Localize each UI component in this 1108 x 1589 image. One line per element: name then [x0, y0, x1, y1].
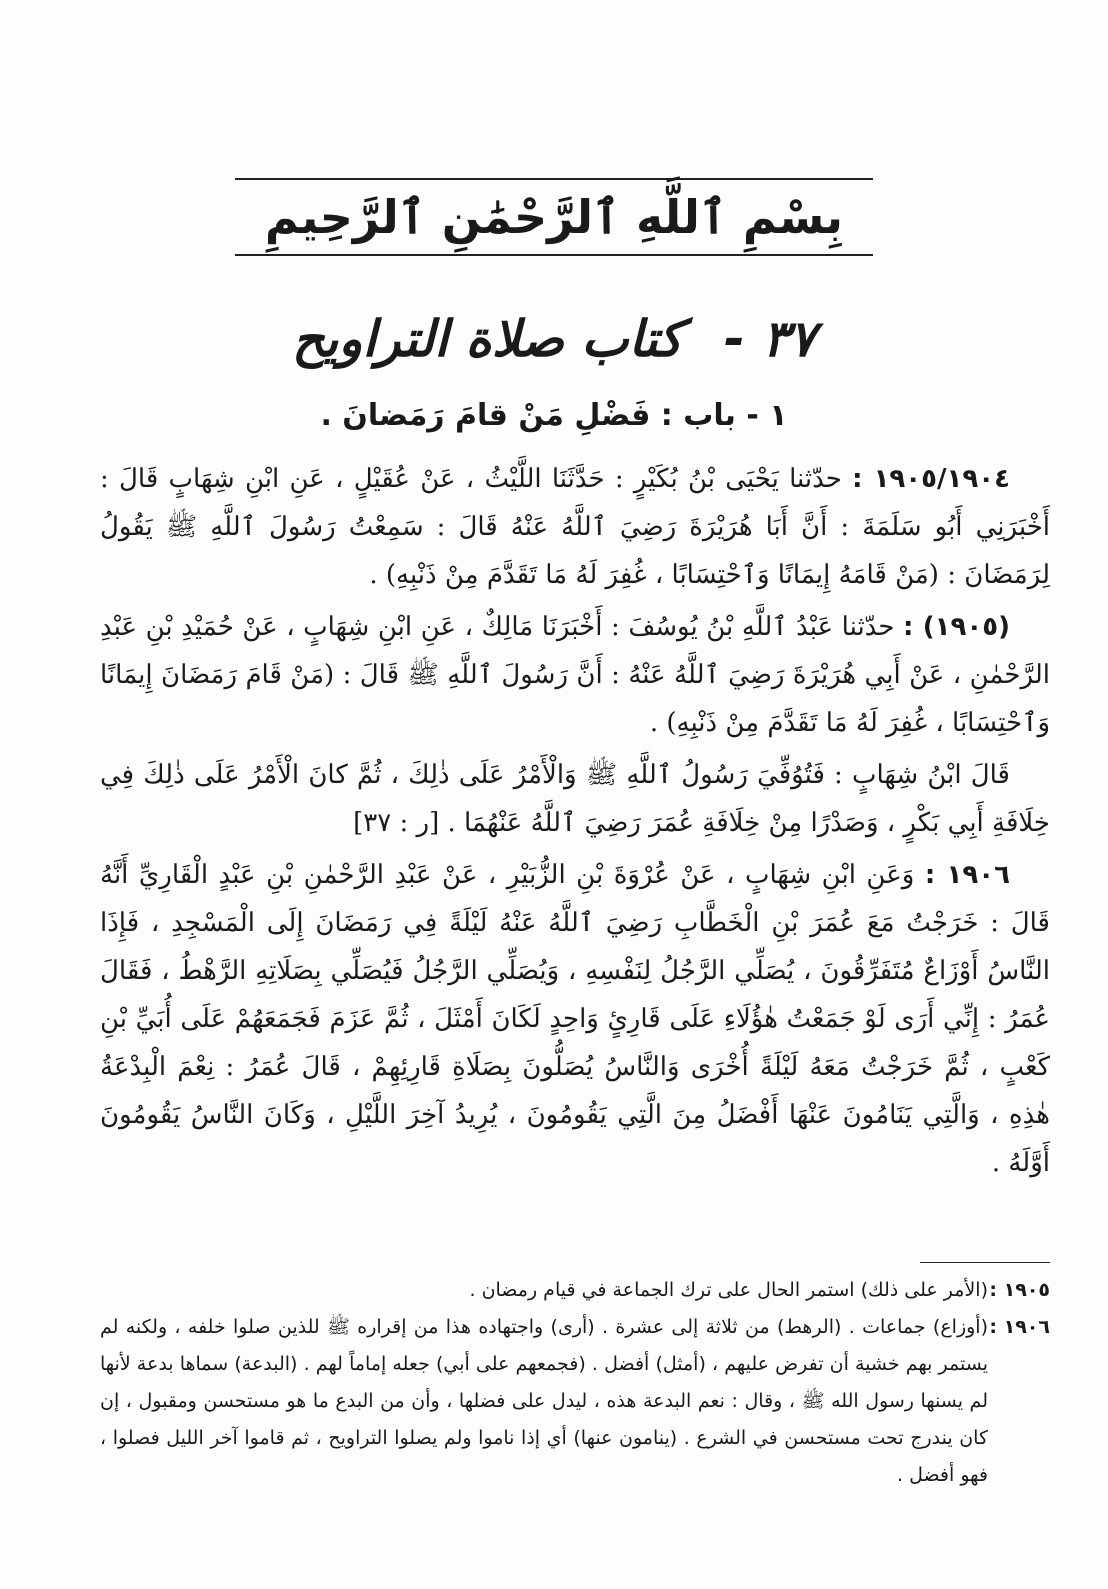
- basmala-calligraphy: [0, 178, 1108, 268]
- hadith-text: حدّثنا عَبْدُ ٱللَّهِ بْنُ يُوسُفَ : أَخْبَرَنَا مَالِكٌ ، عَنِ ابْنِ شِهَابٍ ، عَنْ حُمَيْدِ بْنِ عَبْدِ الرَّحْمٰنِ ، عَنْ أَبِي هُرَيْرَةَ رَضِيَ ٱللَّهُ عَنْهُ : أَنَّ رَسُولَ ٱللَّهِ ﷺ قَالَ : (مَنْ قَامَ رَمَضَانَ إِيمَانًا وَٱحْتِسَابًا ، غُفِرَ لَهُ مَا تَقَدَّمَ مِنْ ذَنْبِهِ) .: [100, 612, 1050, 738]
- basmala-text: بِسْمِ ٱللَّهِ ٱلرَّحْمَٰنِ ٱلرَّحِيمِ: [235, 178, 873, 256]
- hadith-number: ١٩٠٦ :: [924, 860, 1010, 890]
- footnote-divider: [920, 1262, 1050, 1263]
- hadith-text: حدّثنا يَحْيَى بْنُ بُكَيْرٍ : حَدَّثَنَا اللَّيْثُ ، عَنْ عُقَيْلٍ ، عَنِ ابْنِ شِهَابٍ قَالَ : أَخْبَرَنِي أَبُو سَلَمَةَ : أَنَّ أَبَا هُرَيْرَةَ رَضِيَ ٱللَّهُ عَنْهُ قَالَ : سَمِعْتُ رَسُولَ ٱللَّهِ ﷺ يَقُولُ لِرَمَضَانَ : (مَنْ قَامَهُ إِيمَانًا وَٱحْتِسَابًا ، غُفِرَ لَهُ مَا تَقَدَّمَ مِنْ ذَنْبِهِ) .: [100, 464, 1050, 590]
- hadith-paragraph: [100, 455, 1050, 599]
- hadith-number: ١٩٠٥/١٩٠٤ :: [852, 464, 1011, 494]
- hadith-paragraph: [100, 751, 1050, 847]
- hadith-paragraph: [100, 603, 1050, 747]
- hadith-text: وَعَنِ ابْنِ شِهَابٍ ، عَنْ عُرْوَةَ بْنِ الزُّبَيْرِ ، عَنْ عَبْدِ الرَّحْمٰنِ بْنِ عَبْدٍ الْقَارِيِّ أَنَّهُ قَالَ : خَرَجْتُ مَعَ عُمَرَ بْنِ الْخَطَّابِ رَضِيَ ٱللَّهُ عَنْهُ لَيْلَةً فِي رَمَضَانَ إِلَى الْمَسْجِدِ ، فَإِذَا النَّاسُ أَوْزَاعٌ مُتَفَرِّقُونَ ، يُصَلِّي الرَّجُلُ لِنَفْسِهِ ، وَيُصَلِّي الرَّجُلُ فَيُصَلِّي بِصَلَاتِهِ الرَّهْطُ ، فَقَالَ عُمَرُ : إِنِّي أَرَى لَوْ جَمَعْتُ هٰؤُلَاءِ عَلَى قَارِئٍ وَاحِدٍ لَكَانَ أَمْثَلَ ، ثُمَّ عَزَمَ فَجَمَعَهُمْ عَلَى أُبَيِّ بْنِ كَعْبٍ ، ثُمَّ خَرَجْتُ مَعَهُ لَيْلَةً أُخْرَى وَالنَّاسُ يُصَلُّونَ بِصَلَاةِ قَارِئِهِمْ ، قَالَ عُمَرُ : نِعْمَ الْبِدْعَةُ هٰذِهِ ، وَالَّتِي يَنَامُونَ عَنْهَا أَفْضَلُ مِنَ الَّتِي يَقُومُونَ ، يُرِيدُ آخِرَ اللَّيْلِ ، وَكَانَ النَّاسُ يَقُومُونَ أَوَّلَهُ .: [100, 860, 1050, 1178]
- footnote-number: ١٩٠٦ :: [989, 1316, 1050, 1338]
- footnote-text: (الأمر على ذلك) استمر الحال على ترك الجماعة في قيام رمضان .: [469, 1279, 988, 1301]
- book-title: [0, 310, 1108, 380]
- hadith-paragraph: [100, 851, 1050, 1187]
- hadith-number: (١٩٠٥) :: [902, 612, 1010, 642]
- hadith-body: [100, 455, 1050, 1191]
- footnotes: [100, 1272, 1050, 1494]
- hadith-text: قَالَ ابْنُ شِهَابٍ : فَتُوُفِّيَ رَسُولُ ٱللَّهِ ﷺ وَالْأَمْرُ عَلَى ذٰلِكَ ، ثُمَّ كانَ الْأَمْرُ عَلَى ذٰلِكَ فِي خِلَافَةِ أَبِي بَكْرٍ ، وَصَدْرًا مِنْ خِلَافَةِ عُمَرَ رَضِيَ ٱللَّهُ عَنْهُمَا . [ر : ٣٧]: [100, 760, 1050, 838]
- footnote-text: (أوزاع) جماعات . (الرهط) من ثلاثة إلى عشرة . (أرى) واجتهاده هذا من إقراره ﷺ للذين صلوا خلفه ، ولكنه لم يستمر بهم خشية أن تفرض عليهم ، (أمثل) أفضل . (فجمعهم على أبي) جعله إماماً لهم . (البدعة) سماها بدعة لأنها لم يسنها رسول الله ﷺ ، وقال : نعم البدعة هذه ، ليدل على فضلها ، وأن من البدع ما هو مستحسن ومقبول ، إن كان يندرج تحت مستحسن في الشرع . (ينامون عنها) أي إذا ناموا ولم يصلوا التراويح ، ثم قاموا آخر الليل فصلوا ، فهو أفضل .: [100, 1316, 988, 1486]
- book-title-text: كتاب صلاة التراويح: [292, 310, 683, 368]
- chapter-heading: ١ - باب : فَضْلِ مَنْ قامَ رَمَضانَ .: [320, 398, 788, 433]
- footnote-number: ١٩٠٥ :: [989, 1279, 1050, 1301]
- footnote: [100, 1309, 1050, 1494]
- footnote: [100, 1272, 1050, 1309]
- book-number: ٣٧ -: [724, 310, 816, 368]
